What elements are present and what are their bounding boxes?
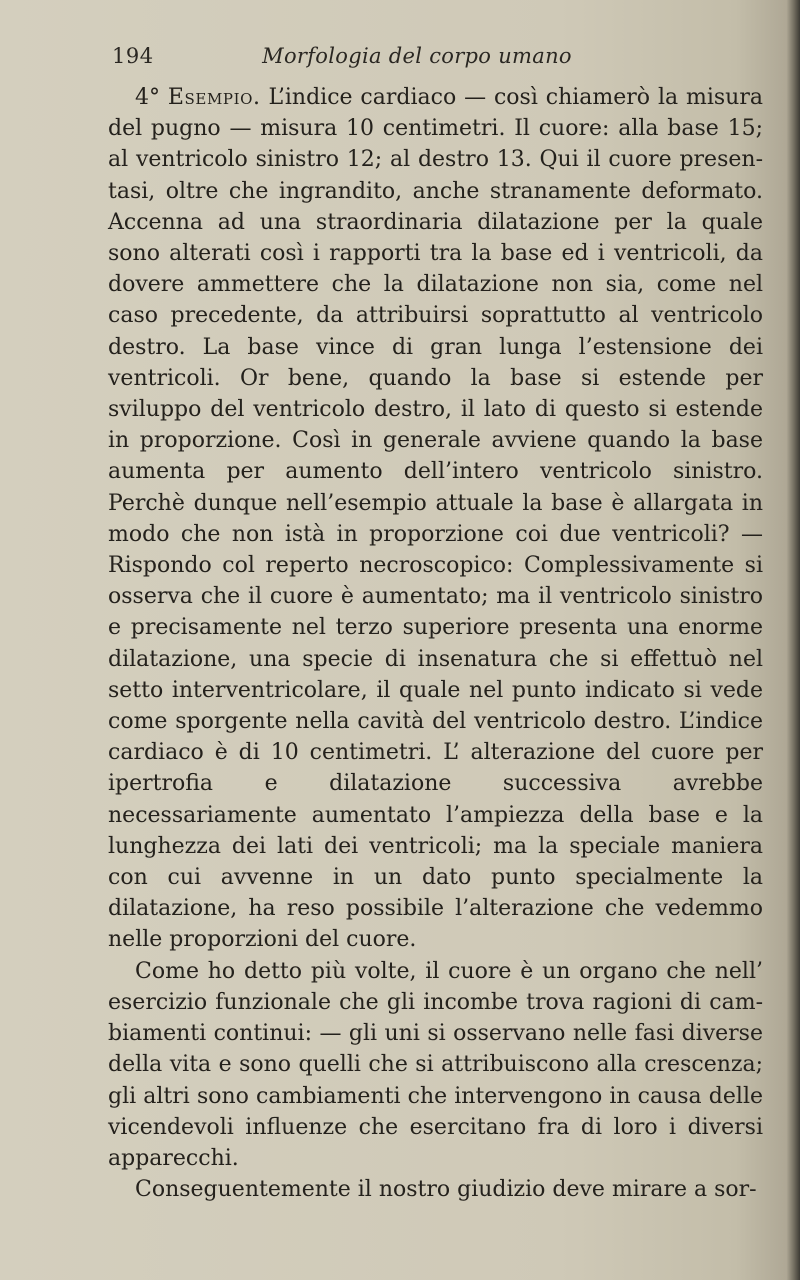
paragraph-consequently: Conseguentemente il nostro giudizio deve mirare a sor- — [135, 1177, 757, 1203]
paragraph-example-4 — [108, 82, 763, 956]
body-text — [108, 82, 763, 1205]
page-header — [112, 44, 762, 76]
page-edge-shadow — [786, 0, 800, 1280]
paragraph-example-4-text: L’indice cardiaco — così chiamerò la misura del pugno — misura 10 centimetri. Il cuore: alla base 15; al ventricolo sinistro 12; al destro 13. Qui il cuore presentasi, oltre che ingrandito, anche stranamente deformato. Accenna ad una straordinaria dilatazione per la quale sono alterati così i rapporti tra la base ed i ventricoli, da dovere ammettere che la dilatazione non sia, come nel caso precedente, da attribuirsi soprattutto al ventricolo destro. La base vince di gran lunga l’estensione dei ventricoli. Or bene, quando la base si estende per sviluppo del ventricolo destro, il lato di questo si estende in proporzione. Così in generale avviene quando la base aumenta per aumento dell’intero ventricolo sinistro. Perchè dunque nell’esempio attuale la base è allargata in modo che non istà in proporzione coi due ventricoli? — Rispondo col reperto necroscopico: Complessivamente si osserva che il cuore è aumentato; ma il ventricolo sinistro e precisamente nel terzo superiore presenta una enorme dilatazione, una specie di insenatura che si effettuò nel setto interventricolare, il quale nel punto indicato si vede come sporgente nella cavità del ventricolo destro. L’indice cardiaco è di 10 centimetri. L’ alterazione del cuore per ipertrofia e dilatazione successiva avrebbe necessariamente aumentato l’ampiezza della base e la lunghezza dei lati dei ventricoli; ma la speciale maniera con cui avvenne in un dato punto specialmente la dilatazione, ha reso possibile l’alterazione che vedemmo nelle proporzioni del cuore. — [108, 85, 763, 953]
page-number: 194 — [112, 44, 154, 68]
example-number: 4° — [135, 85, 168, 110]
paragraph-heart-changes: Come ho detto più volte, il cuore è un organo che nell’ esercizio funzionale che gli incombe trova ragioni di cambiamenti continui: — gli uni si osservano nelle fasi diverse della vita e sono quelli che si attribuiscono alla crescenza; gli altri sono cambiamenti che intervengono in causa delle vicendevoli influenze che esercitano fra di loro i diversi apparecchi. — [108, 958, 763, 1171]
running-title: Morfologia del corpo umano — [262, 44, 572, 68]
example-label: Esempio. — [167, 85, 261, 110]
